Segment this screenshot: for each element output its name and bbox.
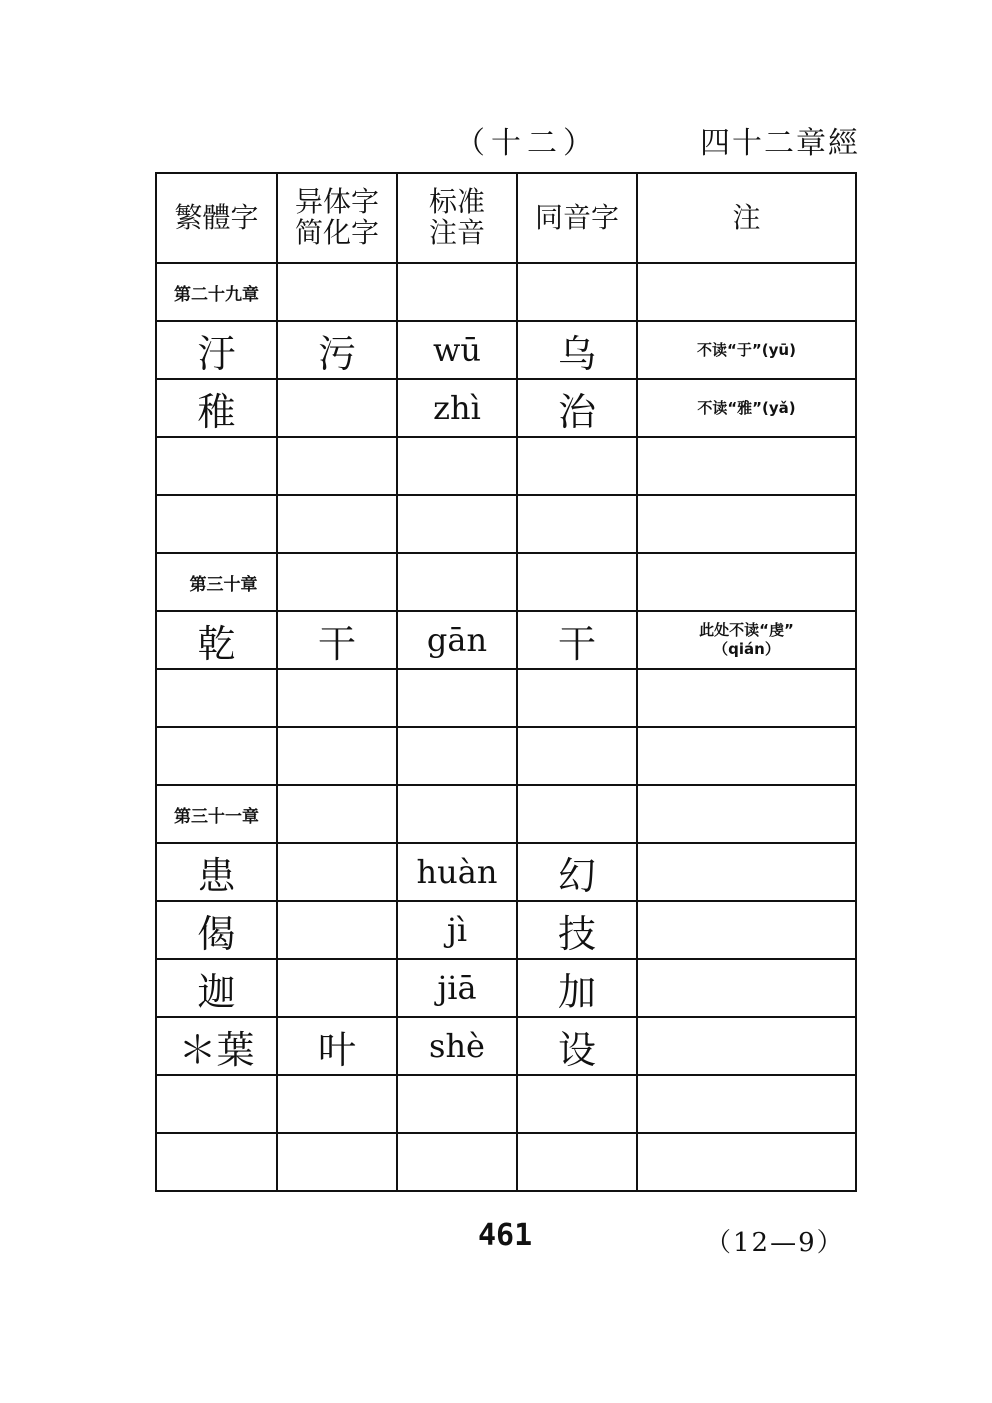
cell-traditional-char: 乾	[156, 611, 277, 669]
header-standard-pinyin: 标准 注音	[397, 173, 517, 263]
cell-note	[637, 1017, 856, 1075]
cell-note: 此处不读“虔” （qián）	[637, 611, 856, 669]
cell-variant-simplified	[277, 437, 397, 495]
cell-note	[637, 1133, 856, 1191]
cell-traditional-char	[156, 669, 277, 727]
cell-variant-simplified: 叶	[277, 1017, 397, 1075]
cell-note	[637, 495, 856, 553]
cell-variant-simplified	[277, 379, 397, 437]
cell-note	[637, 669, 856, 727]
cell-variant-simplified	[277, 843, 397, 901]
cell-variant-simplified	[277, 727, 397, 785]
cell-standard-pinyin: zhì	[397, 379, 517, 437]
table-row	[156, 379, 856, 437]
cell-standard-pinyin	[397, 669, 517, 727]
chapter-label: 第三十章	[156, 553, 277, 611]
cell-variant-simplified	[277, 1133, 397, 1191]
cell-note	[637, 1075, 856, 1133]
page-number: 461	[478, 1218, 533, 1253]
empty-cell	[637, 785, 856, 843]
cell-note	[637, 843, 856, 901]
cell-homophone	[517, 495, 637, 553]
cell-note: 不读“于”(yū)	[637, 321, 856, 379]
chapter-row	[156, 553, 856, 611]
cell-traditional-char	[156, 495, 277, 553]
empty-cell	[637, 553, 856, 611]
cell-variant-simplified	[277, 669, 397, 727]
cell-homophone: 干	[517, 611, 637, 669]
cell-traditional-char: 稚	[156, 379, 277, 437]
cell-traditional-char: 汙	[156, 321, 277, 379]
cell-variant-simplified: 干	[277, 611, 397, 669]
character-table	[155, 172, 857, 1192]
table-row	[156, 321, 856, 379]
cell-variant-simplified	[277, 1075, 397, 1133]
cell-variant-simplified	[277, 959, 397, 1017]
cell-standard-pinyin	[397, 1075, 517, 1133]
page-reference: （12—9）	[705, 1228, 845, 1258]
cell-standard-pinyin: gān	[397, 611, 517, 669]
cell-standard-pinyin	[397, 495, 517, 553]
chapter-label: 第三十一章	[156, 785, 277, 843]
cell-traditional-char: 偈	[156, 901, 277, 959]
cell-standard-pinyin: jì	[397, 901, 517, 959]
cell-variant-simplified	[277, 495, 397, 553]
cell-standard-pinyin: huàn	[397, 843, 517, 901]
cell-traditional-char: 患	[156, 843, 277, 901]
cell-standard-pinyin: wū	[397, 321, 517, 379]
header-note: 注	[637, 173, 856, 263]
cell-standard-pinyin	[397, 727, 517, 785]
empty-cell	[517, 263, 637, 321]
cell-homophone: 设	[517, 1017, 637, 1075]
cell-note	[637, 959, 856, 1017]
chapter-row	[156, 263, 856, 321]
table-row	[156, 1075, 856, 1133]
cell-note	[637, 437, 856, 495]
empty-cell	[517, 553, 637, 611]
cell-homophone: 幻	[517, 843, 637, 901]
table-row	[156, 959, 856, 1017]
empty-cell	[397, 263, 517, 321]
empty-cell	[397, 785, 517, 843]
cell-homophone	[517, 669, 637, 727]
empty-cell	[277, 785, 397, 843]
table-row	[156, 611, 856, 669]
table-header-row	[156, 173, 856, 263]
table-row	[156, 437, 856, 495]
header-homophone: 同音字	[517, 173, 637, 263]
cell-standard-pinyin	[397, 1133, 517, 1191]
empty-cell	[277, 263, 397, 321]
cell-note: 不读“雅”(yǎ)	[637, 379, 856, 437]
empty-cell	[397, 553, 517, 611]
empty-cell	[637, 263, 856, 321]
cell-note	[637, 727, 856, 785]
cell-homophone: 乌	[517, 321, 637, 379]
section-number: （十二）	[455, 126, 599, 161]
cell-homophone: 加	[517, 959, 637, 1017]
header-variant-simplified: 异体字 简化字	[277, 173, 397, 263]
cell-variant-simplified	[277, 901, 397, 959]
empty-cell	[517, 785, 637, 843]
cell-standard-pinyin: jiā	[397, 959, 517, 1017]
cell-note	[637, 901, 856, 959]
header-traditional-char: 繁體字	[156, 173, 277, 263]
table-row	[156, 669, 856, 727]
cell-homophone: 技	[517, 901, 637, 959]
cell-traditional-char	[156, 437, 277, 495]
cell-homophone	[517, 1133, 637, 1191]
cell-traditional-char	[156, 727, 277, 785]
cell-traditional-char	[156, 1075, 277, 1133]
table-row	[156, 727, 856, 785]
table-row	[156, 1133, 856, 1191]
chapter-label: 第二十九章	[156, 263, 277, 321]
cell-variant-simplified: 污	[277, 321, 397, 379]
cell-homophone: 治	[517, 379, 637, 437]
cell-traditional-char: ＊葉	[156, 1017, 277, 1075]
table-row	[156, 1017, 856, 1075]
cell-traditional-char	[156, 1133, 277, 1191]
cell-standard-pinyin: shè	[397, 1017, 517, 1075]
cell-homophone	[517, 1075, 637, 1133]
cell-traditional-char: 迦	[156, 959, 277, 1017]
empty-cell	[277, 553, 397, 611]
cell-standard-pinyin	[397, 437, 517, 495]
cell-homophone	[517, 437, 637, 495]
chapter-row	[156, 785, 856, 843]
table-row	[156, 843, 856, 901]
table-row	[156, 495, 856, 553]
table-row	[156, 901, 856, 959]
book-title: 四十二章經	[700, 126, 860, 161]
cell-homophone	[517, 727, 637, 785]
